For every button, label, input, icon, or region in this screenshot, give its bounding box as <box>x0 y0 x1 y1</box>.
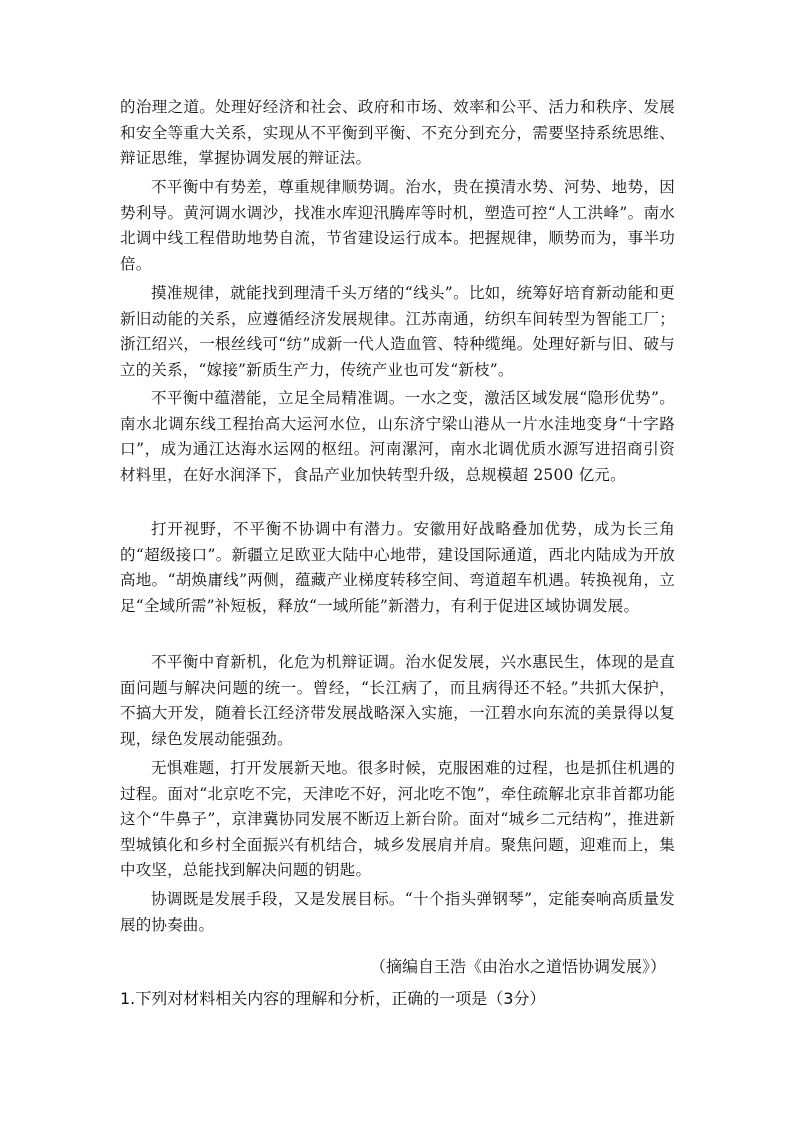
paragraph-1: 的治理之道。处理好经济和社会、政府和市场、效率和公平、活力和秩序、发展和安全等重大关系，实现从不平衡到平衡、不充分到充分，需要坚持系统思维、辩证思维，掌握协调发展的辩证法。 <box>120 98 675 167</box>
source-citation: （摘编自王浩《由治水之道悟协调发展》） <box>369 957 666 976</box>
paragraph-6: 不平衡中育新机，化危为机辩证调。治水促发展，兴水惠民生，体现的是直面问题与解决问题的统一。曾经，“长江病了，而且病得还不轻。”共抓大保护，不搞大开发，随着长江经济带发展战略深入实施，一江碧水向东流的美景得以复现，绿色发展动能强劲。 <box>120 653 675 748</box>
paragraph-7: 无惧难题，打开发展新天地。很多时候，克服困难的过程，也是抓住机遇的过程。面对“北京吃不完，天津吃不好，河北吃不饱”，牵住疏解北京非首都功能这个“牛鼻子”，京津冀协同发展不断迈上新台阶。面对“城乡二元结构”，推进新型城镇化和乡村全面振兴有机结合，城乡发展肩并肩。聚焦问题，迎难而上，集中攻坚，总能找到解决问题的钥匙。 <box>120 759 675 879</box>
paragraph-5: 打开视野，不平衡不协调中有潜力。安徽用好战略叠加优势，成为长三角的“超级接口”。新疆立足欧亚大陆中心地带，建设国际通道，西北内陆成为开放高地。“胡焕庸线”两侧，蕴藏产业梯度转移空间、弯道超车机遇。转换视角，立足“全域所需”补短板，释放“一域所能”新潜力，有利于促进区域协调发展。 <box>120 520 675 615</box>
paragraph-4: 不平衡中蕴潜能，立足全局精准调。一水之变，激活区域发展“隐形优势”。南水北调东线工程抬高大运河水位，山东济宁梁山港从一片水洼地变身“十字路口”，成为通江达海水运网的枢纽。河南漯河，南水北调优质水源写进招商引资材料里，在好水润泽下，食品产业加快转型升级，总规模超 2500 亿元。 <box>120 389 675 484</box>
question-1: 1.下列对材料相关内容的理解和分析，正确的一项是（3分） <box>120 989 546 1008</box>
paragraph-3: 摸准规律，就能找到理清千头万绪的“线头”。比如，统筹好培育新动能和更新旧动能的关系，应遵循经济发展规律。江苏南通，纺织车间转型为智能工厂；浙江绍兴，一根丝线可“纺”成新一代人造血管、特种缆绳。处理好新与旧、破与立的关系，“嫁接”新质生产力，传统产业也可发“新枝”。 <box>120 284 675 379</box>
paragraph-2: 不平衡中有势差，尊重规律顺势调。治水，贵在摸清水势、河势、地势，因势利导。黄河调水调沙，找准水库迎汛腾库等时机，塑造可控“人工洪峰”。南水北调中线工程借助地势自流，节省建设运行成本。把握规律，顺势而为，事半功倍。 <box>120 178 675 273</box>
paragraph-8: 协调既是发展手段，又是发展目标。“十个指头弹钢琴”，定能奏响高质量发展的协奏曲。 <box>120 890 675 934</box>
